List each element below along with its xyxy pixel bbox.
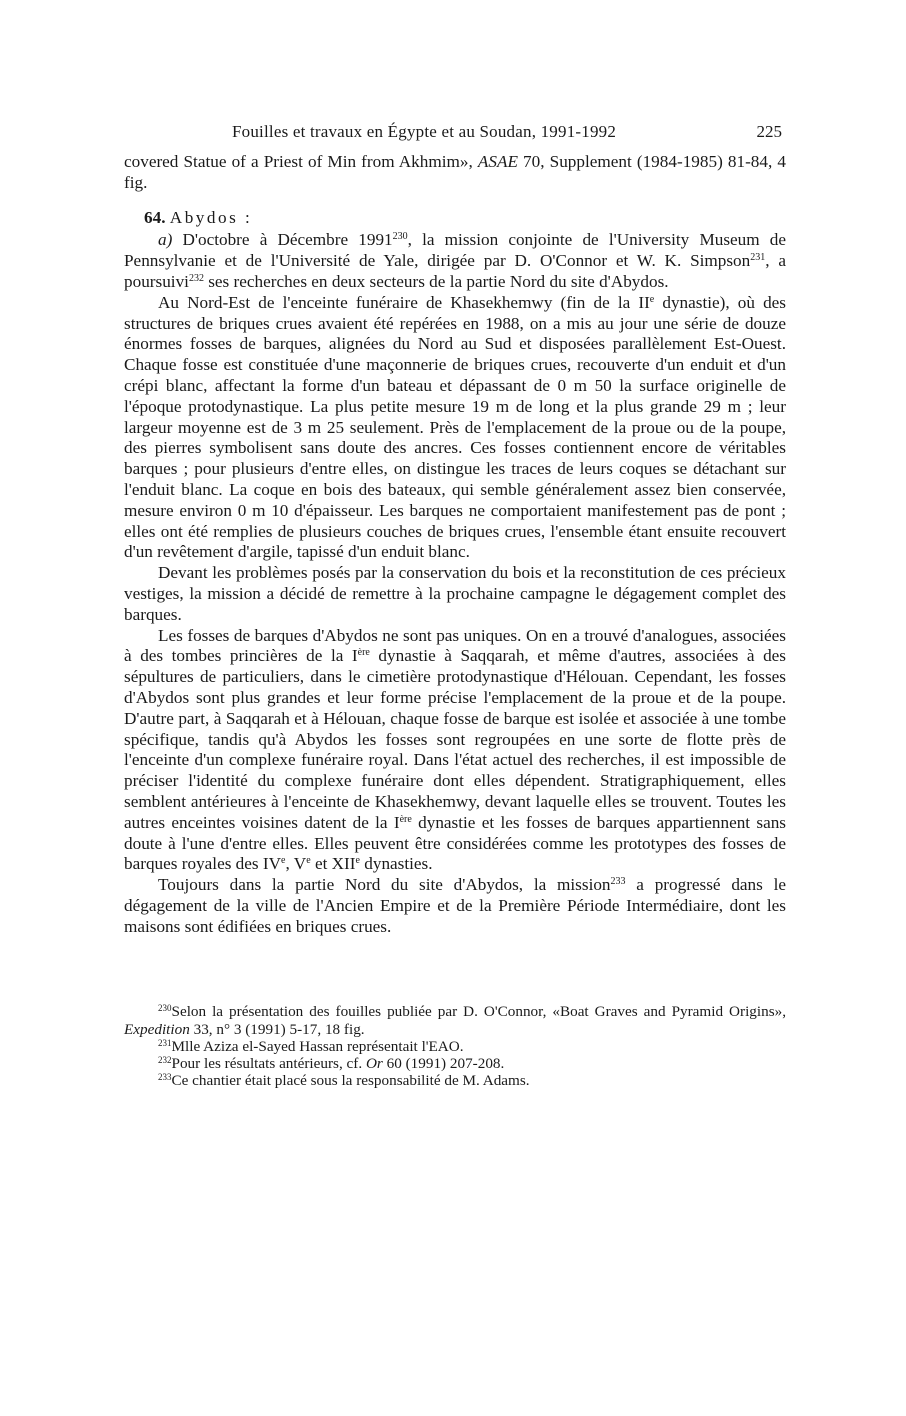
main-text: [124, 152, 786, 937]
footnote-text: Selon la présentation des fouilles publiée par D. O'Connor, «Boat Graves and Pyramid Origins»,: [171, 1003, 786, 1021]
footnote-ref[interactable]: 230: [392, 231, 408, 243]
text-run: , a poursuivi: [124, 251, 786, 291]
text-run: dynastie à Saqqarah, et même d'autres, associées à des sépultures de particuliers, dans le cimetière protodynastique d'Hélouan. Cependant, les fosses d'Abydos sont plus grandes et leur forme précise l'emplacement de la proue et de la poupe. D'autre part, à Saqqarah et à Hélouan, chaque fosse de barque est isolée et associée à une tombe spécifique, tandis qu'à Abydos les fosses sont regroupées en une sorte de flotte près de l'enceinte d'un complexe funéraire royal. Dans l'état actuel des recherches, il est impossible de préciser l'identité du complexe funéraire dont elles dépendent. Stratigraphiquement, elles semblent antérieures à l'enceinte de Khasekhemwy, devant laquelle elles se trouvent. Toutes les autres enceintes voisines datent de la I: [124, 646, 786, 832]
text-run: dynastie), où des structures de briques crues avaient été repérées en 1988, on a mis au jour une série de douze énormes fosses de barques, alignées du Nord au Sud et disposées parallèlement Est-Ouest. Chaque fosse est constituée d'une maçonnerie de briques crues, recouverte d'un enduit et d'un crépi blanc, affectant la forme d'un bateau et dépassant de 0 m 50 la surface originelle de l'époque protodynastique. La plus petite mesure 19 m de long et la plus grande 29 m ; leur largeur moyenne est de 3 m 25 seulement. Près de l'emplacement de la proue ou de la poupe, des pierres symbolisent sans doute des ancres. Ces fosses contiennent encore de véritables barques ; pour plusieurs d'entre elles, on distingue les traces de leurs coques se détachant sur l'enduit blanc. La coque en bois des bateaux, qui semble généralement assez bien conservée, mesure environ 0 m 10 d'épaisseur. Les barques ne comportaient manifestement pas de pont ; elles ont été remplies de plusieurs couches de briques crues, l'ensemble étant ensuite recouvert d'un revêtement d'argile, tapissé d'un enduit blanc.: [124, 292, 786, 562]
footnote-231: [124, 1038, 786, 1055]
footnote-text: 60 (1991) 207-208.: [382, 1055, 505, 1073]
page-number: 225: [756, 122, 782, 141]
ordinal-suffix: e: [355, 855, 360, 867]
journal-title: ASAE: [477, 152, 518, 171]
footnote-230: [124, 1003, 786, 1037]
footnote-ref[interactable]: 231: [750, 252, 766, 264]
page: [124, 118, 786, 1090]
paragraph-4: [124, 626, 786, 876]
footnote-text: Pour les résultats antérieurs, cf.: [171, 1055, 366, 1073]
ordinal-suffix: e: [306, 855, 311, 867]
paragraph-3: Devant les problèmes posés par la conservation du bois et la reconstitution de ces précieux vestiges, la mission a décidé de remettre à la prochaine campagne le dégagement complet des barques.: [124, 563, 786, 624]
footnote-text: Mlle Aziza el-Sayed Hassan représentait l'EAO.: [171, 1037, 464, 1055]
footnote-text: Ce chantier était placé sous la responsabilité de M. Adams.: [171, 1072, 530, 1090]
text-run: D'octobre à Décembre 1991: [172, 230, 393, 250]
footnote-text: 33, n° 3 (1991) 5-17, 18 fig.: [189, 1020, 365, 1038]
paragraph-1: [124, 230, 786, 292]
text-run: Les fosses de barques d'Abydos ne sont pas uniques. On en a trouvé d'analogues, associées à des tombes princières de la I: [124, 625, 786, 666]
section-title: Abydos :: [169, 207, 253, 227]
ordinal-suffix: e: [281, 855, 286, 867]
footnote-ref[interactable]: 232: [188, 272, 204, 284]
paragraph-2: [124, 293, 786, 563]
continued-text: covered Statue of a Priest of Min from Akhmim»,: [124, 152, 478, 171]
text-run: , V: [285, 854, 307, 874]
paragraph-label: a): [158, 230, 173, 250]
journal-title: Expedition: [124, 1020, 190, 1038]
text-run: et XII: [310, 854, 356, 874]
text-run: ses recherches en deux secteurs de la partie Nord du site d'Abydos.: [203, 271, 669, 291]
journal-title: Or: [365, 1055, 383, 1073]
ordinal-suffix: ère: [357, 647, 370, 659]
footnote-number: 230: [158, 1003, 172, 1014]
text-run: a progressé dans le dégagement de la ville de l'Ancien Empire et de la Première Période Intermédiaire, dont les maisons sont édifiées en briques crues.: [124, 875, 786, 936]
footnote-number: 232: [158, 1055, 172, 1066]
running-header: [124, 118, 786, 152]
section-heading: [124, 208, 786, 229]
text-run: Au Nord-Est de l'enceinte funéraire de Khasekhemwy (fin de la II: [158, 292, 650, 312]
footnote-number: 231: [158, 1037, 172, 1048]
footnote-ref[interactable]: 233: [610, 876, 626, 888]
ordinal-suffix: e: [649, 293, 655, 305]
text-run: dynasties.: [359, 854, 433, 874]
ordinal-suffix: ère: [399, 813, 412, 825]
footnotes: [124, 1003, 786, 1089]
footnote-232: [124, 1055, 786, 1072]
continued-text-end: 70, Supplement (1984-1985) 81-84, 4 fig.: [124, 152, 786, 192]
footnote-number: 233: [158, 1072, 172, 1083]
text-run: dynastie et les fosses de barques appartiennent sans doute à l'une d'entre elles. Elles peuvent être considérées comme les prototypes des fosses de barques royales des IV: [124, 812, 787, 874]
text-run: Toujours dans la partie Nord du site d'Abydos, la mission: [158, 875, 611, 895]
footnote-233: [124, 1072, 786, 1089]
section-number: 64.: [144, 207, 166, 227]
continued-reference: [124, 152, 786, 194]
text-run: , la mission conjointe de l'University Museum de Pennsylvanie et de l'Université de Yale, dirigée par D. O'Connor et W. K. Simpson: [124, 230, 786, 271]
running-title: Fouilles et travaux en Égypte et au Soudan, 1991-1992: [232, 122, 617, 141]
paragraph-5: [124, 875, 786, 937]
